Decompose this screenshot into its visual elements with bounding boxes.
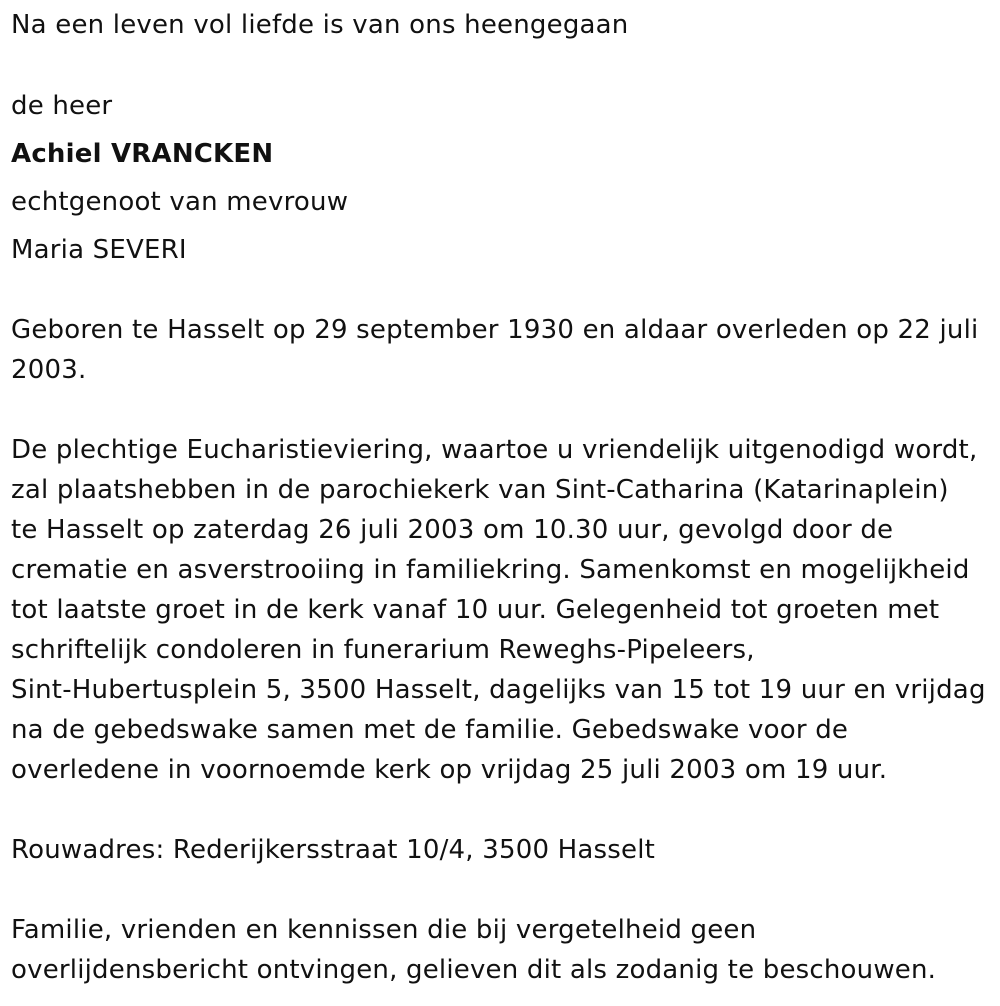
deceased-name: Achiel VRANCKEN [11, 139, 274, 169]
birth-death-paragraph [11, 310, 991, 390]
paragraph-line: overlijdensbericht ontvingen, gelieven dit als zodanig te beschouwen. [11, 955, 937, 985]
spouse-name: Maria SEVERI [11, 235, 187, 265]
relation-text: echtgenoot van mevrouw [11, 187, 349, 217]
paragraph-line: na de gebedswake samen met de familie. Gebedswake voor de [11, 715, 849, 745]
paragraph-line: zal plaatshebben in de parochiekerk van Sint-Catharina (Katarinaplein) [11, 475, 949, 505]
address-paragraph [11, 830, 991, 870]
paragraph-line: Sint-Hubertusplein 5, 3500 Hasselt, dagelijks van 15 tot 19 uur en vrijdag [11, 675, 986, 705]
paragraph-line: Geboren te Hasselt op 29 september 1930 en aldaar overleden op 22 juli [11, 315, 979, 345]
paragraph-line: tot laatste groet in de kerk vanaf 10 uur. Gelegenheid tot groeten met [11, 595, 940, 625]
paragraph-line: overledene in voornoemde kerk op vrijdag 25 juli 2003 om 19 uur. [11, 755, 888, 785]
mourning-address: Rouwadres: Rederijkersstraat 10/4, 3500 Hasselt [11, 835, 656, 865]
paragraph-line: te Hasselt op zaterdag 26 juli 2003 om 10.30 uur, gevolgd door de [11, 515, 894, 545]
closing-paragraph [11, 910, 991, 990]
paragraph-line: schriftelijk condoleren in funerarium Reweghs-Pipeleers, [11, 635, 755, 665]
ceremony-paragraph [11, 430, 991, 790]
paragraph-line: 2003. [11, 355, 87, 385]
paragraph-line: Familie, vrienden en kennissen die bij vergetelheid geen [11, 915, 757, 945]
paragraph-line: De plechtige Eucharistieviering, waartoe u vriendelijk uitgenodigd wordt, [11, 435, 978, 465]
salutation: de heer [11, 91, 113, 121]
paragraph-line: crematie en asverstrooiing in familiekring. Samenkomst en mogelijkheid [11, 555, 970, 585]
intro-text: Na een leven vol liefde is van ons heengegaan [11, 10, 629, 40]
